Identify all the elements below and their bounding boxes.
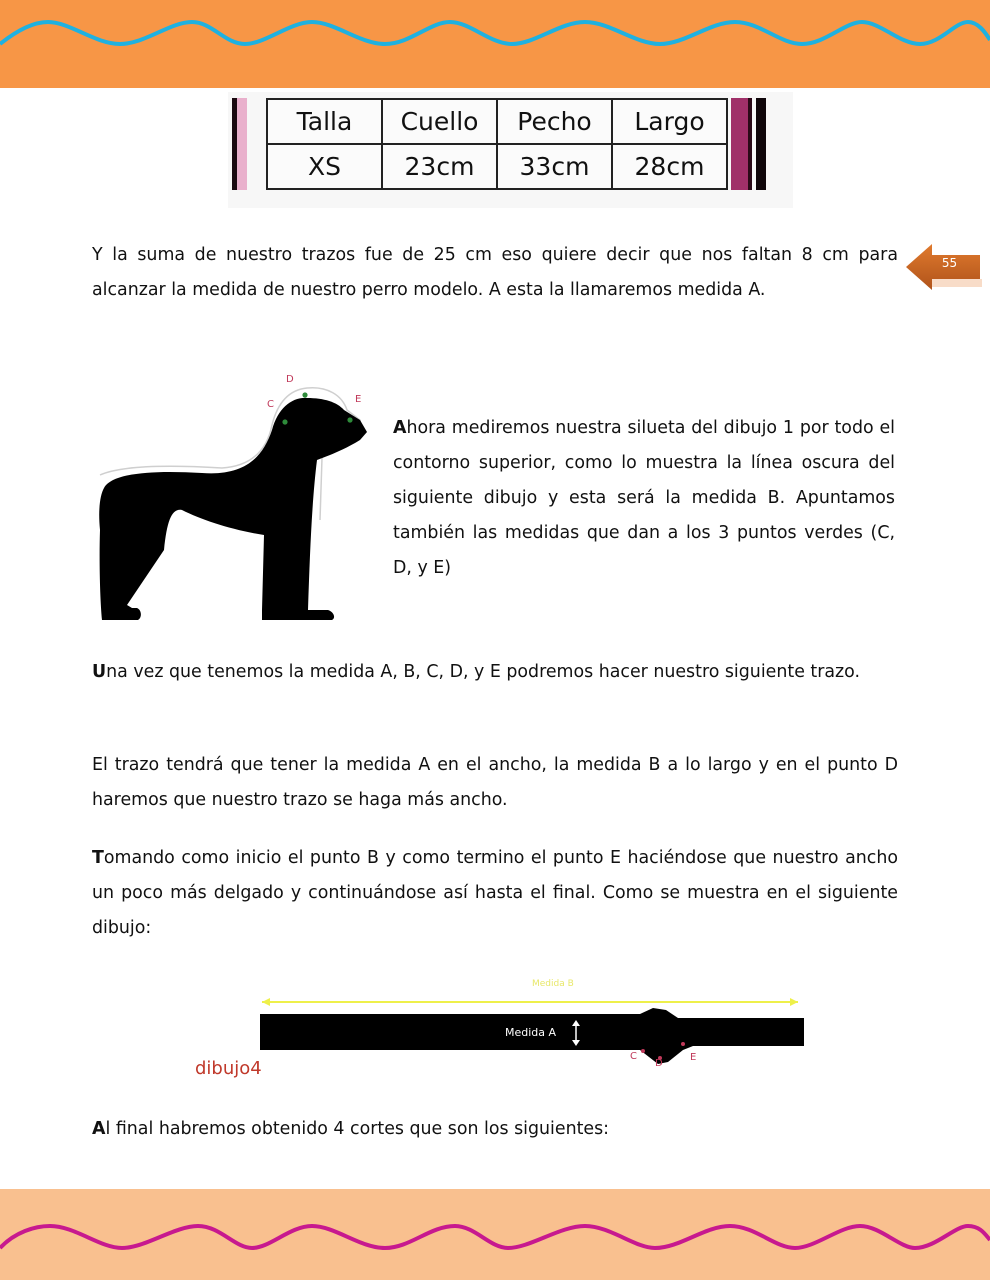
point-e-label: E [355, 394, 362, 405]
drop-initial: U [92, 662, 107, 682]
paragraph-text: na vez que tenemos la medida A, B, C, D, y E podremos hacer nuestro siguiente trazo. [106, 662, 861, 682]
drop-initial: A [92, 1119, 106, 1139]
header-wave-decoration [0, 8, 990, 48]
table-cell: 28cm [612, 144, 727, 189]
dog-silhouette-figure [92, 370, 382, 626]
medida-b-label: Medida B [532, 979, 574, 989]
paragraph-four-cuts [92, 1112, 898, 1147]
pattern-strip-figure [178, 972, 813, 1082]
pattern-point-e-label: E [690, 1052, 697, 1063]
table-row [267, 144, 727, 189]
point-d-label: D [286, 374, 294, 385]
size-chart-image [228, 92, 793, 208]
point-d-marker [302, 392, 307, 397]
page-number: 55 [941, 256, 958, 270]
footer-wave-decoration [0, 1218, 990, 1254]
point-c-label: C [267, 399, 274, 410]
pattern-point-c-label: C [630, 1051, 637, 1062]
table-header-cell: Pecho [497, 99, 612, 144]
table-header-cell: Cuello [382, 99, 497, 144]
table-header-row [267, 99, 727, 144]
drop-initial: A [393, 418, 407, 438]
table-header-cell: Largo [612, 99, 727, 144]
table-cell: 23cm [382, 144, 497, 189]
paragraph-medida-b [393, 411, 895, 586]
table-header-cell: Talla [267, 99, 382, 144]
pattern-point-d-label: D [655, 1058, 663, 1069]
paragraph-text: l final habremos obtenido 4 cortes que son los siguientes: [105, 1119, 610, 1139]
paragraph-measures-ready [92, 655, 898, 690]
medida-a-label: Medida A [505, 1026, 557, 1039]
table-cell: 33cm [497, 144, 612, 189]
drop-initial: T [92, 848, 104, 868]
paragraph-text: omando como inicio el punto B y como termino el punto E haciéndose que nuestro ancho un poco más delgado y continuándose así hasta el final. Como se muestra en el siguiente dibujo: [92, 848, 898, 938]
paragraph-text: hora mediremos nuestra silueta del dibujo 1 por todo el contorno superior, como lo muestra la línea oscura del siguiente dibujo y esta será la medida B. Apuntamos también las medidas que dan a los 3 puntos verdes (C, D, y E) [393, 418, 895, 578]
paragraph-trace-width: El trazo tendrá que tener la medida A en el ancho, la medida B a lo largo y en el punto D haremos que nuestro trazo se haga más ancho. [92, 755, 898, 810]
size-chart-table [266, 98, 728, 190]
table-cell: XS [267, 144, 382, 189]
point-e-marker [347, 417, 352, 422]
paragraph-medida-a: Y la suma de nuestro trazos fue de 25 cm eso quiere decir que nos faltan 8 cm para alcanzar la medida de nuestro perro modelo. A esta la llamaremos medida A. [92, 245, 898, 300]
paragraph-trace-shape [92, 841, 898, 946]
figure-caption: dibujo4 [195, 1058, 262, 1079]
point-c-marker [282, 419, 287, 424]
